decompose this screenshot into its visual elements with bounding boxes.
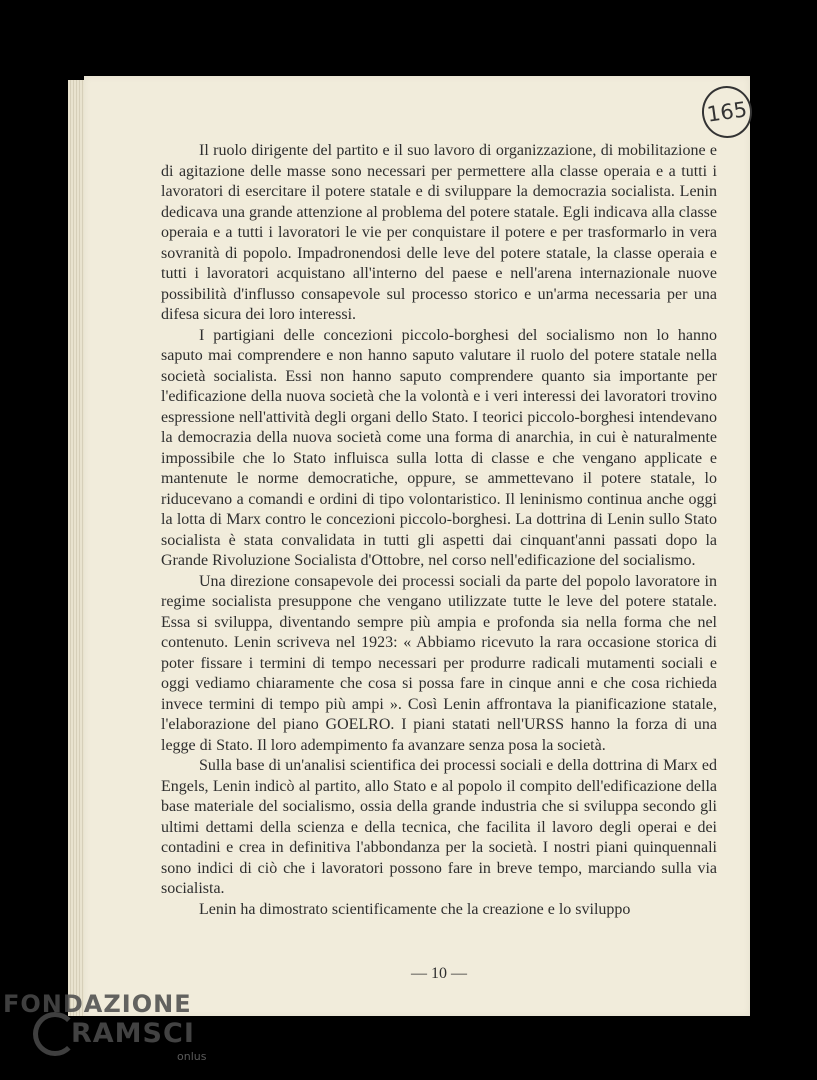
watermark-line-3: onlus: [177, 1050, 207, 1063]
paragraph-3: Una direzione consapevole dei processi sociali da parte del popolo lavoratore in regime socialista presuppone che vengano utilizzate tutte le leve del potere statale. Essa si sviluppa, diventando sempre più ampia e profonda sia nella forma che nel contenuto. Lenin scriveva nel 1923: « Abbiamo ricevuto la rara occasione storica di poter fissare i termini di tempo necessari per produrre radicali mutamenti sociali e oggi vediamo chiaramente che cosa si possa fare in cinque anni e che cosa richieda invece termini di tempo più ampi ». Così Lenin affrontava la pianificazione statale, l'elaborazione del piano GOELRO. I piani statati nell'URSS hanno la forza di una legge di Stato. Il loro adempimento fa avanzare senza posa la società.: [161, 572, 717, 754]
fondazione-gramsci-watermark: [3, 990, 207, 1074]
paragraph-5: Lenin ha dimostrato scientificamente che la creazione e lo sviluppo: [199, 900, 631, 918]
handwritten-page-number: 165: [699, 83, 756, 141]
page-folio: — 10 —: [411, 965, 467, 982]
paragraph-2: I partigiani delle concezioni piccolo-borghesi del socialismo non lo hanno saputo mai comprendere e non hanno saputo valutare il ruolo del potere statale nella società socialista. Essi non hanno saputo comprendere quanto sia importante per l'edificazione della nuova società che la volontà e i veri interessi dei lavoratori trovino espressione nell'attività degli organi dello Stato. I teorici piccolo-borghesi intendevano la democrazia della nuova società come una forma di anarchia, in cui è naturalmente impossibile che lo Stato influisca sulla lotta di classe e che vengano applicate e mantenute le norme democratiche, oppure, se ammettevano il potere statale, lo riducevano a comandi e ordini di tipo volontaristico. Il leninismo continua anche oggi la lotta di Marx contro le concezioni piccolo-borghesi. La dottrina di Lenin sullo Stato socialista è stata convalidata in tutti gli aspetti dai cinquant'anni passati dopo la Grande Rivoluzione Socialista d'Ottobre, nel corso nell'edificazione del socialismo.: [161, 326, 717, 569]
body-text: [161, 141, 717, 920]
watermark-line-1: FONDAZIONE: [3, 990, 192, 1018]
paragraph-1: Il ruolo dirigente del partito e il suo lavoro di organizzazione, di mobilitazione e di agitazione delle masse sono necessari per permettere alla classe operaia e a tutti i lavoratori di esercitare il potere statale e di sviluppare la democrazia socialista. Lenin dedicava una grande attenzione al problema del potere statale. Egli indicava alla classe operaia e a tutti i lavoratori le vie per conquistare il potere e per trasformarlo in vera sovranità di popolo. Impadronendosi delle leve del potere statale, la classe operaia e tutti i lavoratori acquistano all'interno del paese e nell'arena internazionale nuove possibilità d'influsso consapevole sul processo storico e un'arma necessaria per una difesa sicura dei loro interessi.: [161, 142, 717, 323]
paragraph-4: Sulla base di un'analisi scientifica dei processi sociali e della dottrina di Marx ed Engels, Lenin indicò al partito, allo Stato e al popolo il compito dell'edificazione della base materiale del socialismo, ossia della grande industria che si sviluppa secondo gli ultimi dettami della scienza e della tecnica, che facilita il lavoro degli operai e dei contadini e crea in definitiva l'abbondanza per la società. I nostri piani quinquennali sono indici di ciò che i lavoratori possono fare in breve tempo, marciando sulla via socialista.: [161, 757, 717, 897]
watermark-line-2: RAMSCI: [71, 1018, 195, 1049]
